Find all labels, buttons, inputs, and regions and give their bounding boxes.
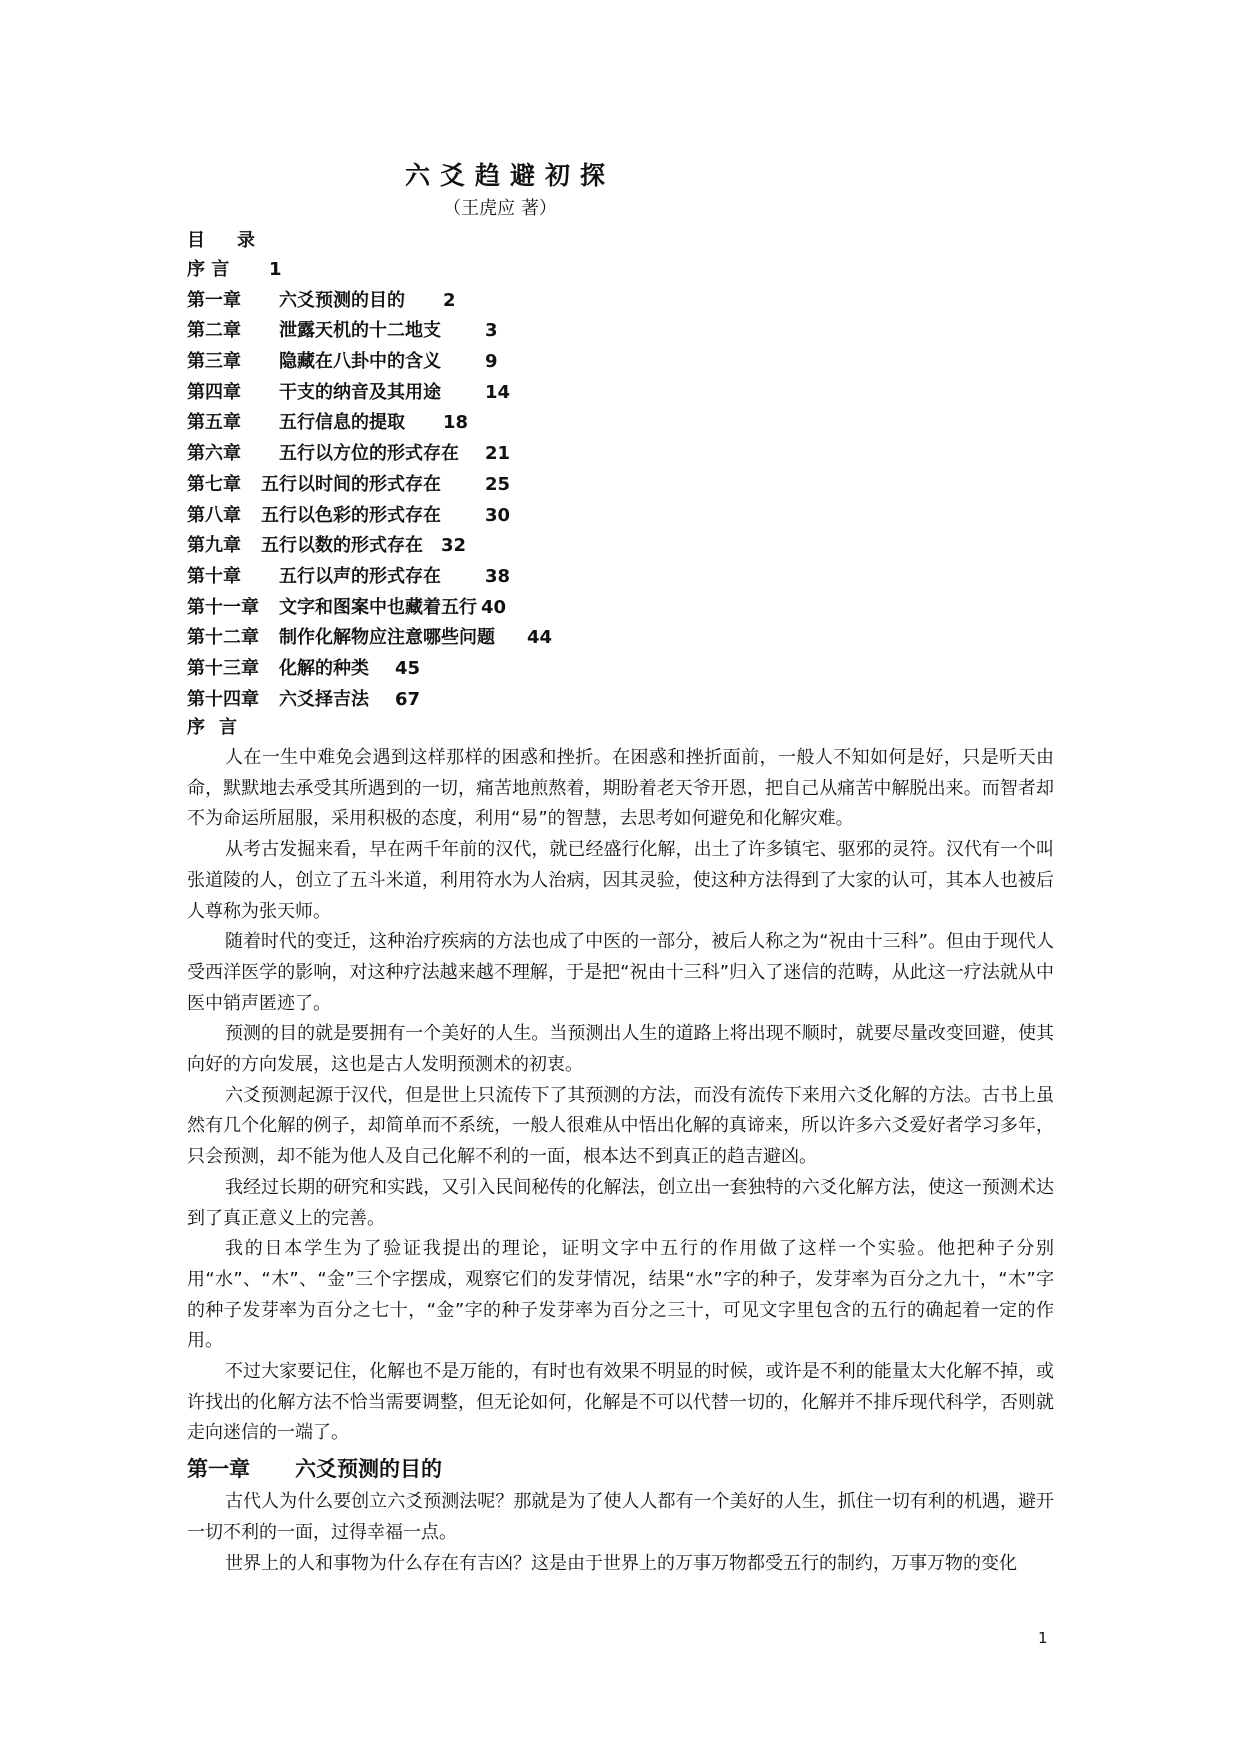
toc-item-chapter-3[interactable]	[187, 347, 552, 378]
toc-item-chapter-8[interactable]	[187, 501, 552, 532]
toc-item-page: 32	[441, 535, 467, 557]
toc-item-page: 1	[269, 259, 282, 280]
toc-item-number: 第十一章	[187, 596, 259, 618]
toc-item-label: 五行以数的形式存在	[261, 535, 423, 557]
document-title: 六爻趋避初探	[404, 161, 615, 190]
toc-item-chapter-9[interactable]	[187, 531, 552, 562]
page-number: 1	[1038, 1629, 1048, 1647]
document-body	[187, 713, 1054, 1579]
toc-item-page: 2	[443, 289, 456, 311]
chapter-1-heading	[187, 1451, 1054, 1487]
toc-item-label: 五行以时间的形式存在	[261, 473, 441, 495]
toc-item-page: 40	[481, 596, 507, 618]
toc-item-number: 第三章	[187, 351, 241, 373]
toc-item-chapter-14[interactable]	[187, 685, 552, 716]
toc-item-label: 干支的纳音及其用途	[279, 381, 441, 403]
toc-item-label: 隐藏在八卦中的含义	[279, 351, 441, 373]
toc-item-number: 第二章	[187, 320, 241, 342]
toc-item-chapter-13[interactable]	[187, 654, 552, 685]
chapter-paragraph: 世界上的人和事物为什么存在有吉凶？这是由于世界上的万事万物都受五行的制约，万事万物的变化	[225, 1552, 1017, 1574]
toc-item-label: 化解的种类	[279, 657, 369, 679]
toc-item-page: 44	[527, 627, 553, 649]
toc-item-page: 67	[395, 688, 421, 710]
chapter-number: 第一章	[187, 1457, 250, 1482]
toc-item-number: 第十章	[187, 565, 241, 587]
preface-paragraph: 我的日本学生为了验证我提出的理论，证明文字中五行的作用做了这样一个实验。他把种子分别用“水”、“木”、“金”三个字摆成，观察它们的发芽情况，结果“水”字的种子，发芽率为百分之九十，“木”字的种子发芽率为百分之七十，“金”字的种子发芽率为百分之三十，可见文字里包含的五行的确起着一定的作用。	[187, 1238, 1054, 1352]
toc-item-page: 38	[485, 565, 511, 587]
toc-item-chapter-12[interactable]	[187, 623, 552, 654]
toc-item-page: 18	[443, 412, 469, 434]
toc-heading: 目录	[187, 230, 287, 251]
preface-paragraph: 不过大家要记住，化解也不是万能的，有时也有效果不明显的时候，或许是不利的能量太大化解不掉，或许找出的化解方法不恰当需要调整，但无论如何，化解是不可以代替一切的，化解并不排斥现代科学，否则就走向迷信的一端了。	[187, 1361, 1054, 1444]
toc-item-number: 第十三章	[187, 657, 259, 679]
toc-item-number: 第六章	[187, 443, 241, 465]
toc-item-page: 25	[485, 473, 511, 495]
document-author: （王虎应 著）	[443, 198, 557, 219]
toc-item-number: 第九章	[187, 535, 241, 557]
preface-paragraph: 六爻预测起源于汉代，但是世上只流传下了其预测的方法，而没有流传下来用六爻化解的方法。古书上虽然有几个化解的例子，却简单而不系统，一般人很难从中悟出化解的真谛来，所以许多六爻爱好者学习多年，只会预测，却不能为他人及自己化解不利的一面，根本达不到真正的趋吉避凶。	[187, 1084, 1054, 1168]
toc-item-number: 第十四章	[187, 688, 259, 710]
toc-item-number: 第十二章	[187, 627, 259, 649]
toc-item-number: 序 言	[187, 259, 230, 280]
toc-item-page: 14	[485, 381, 511, 403]
toc-item-chapter-7[interactable]	[187, 470, 552, 501]
toc-item-label: 六爻择吉法	[279, 688, 369, 710]
toc-item-label: 五行以声的形式存在	[279, 565, 441, 587]
chapter-title: 六爻预测的目的	[295, 1457, 442, 1482]
preface-paragraph: 从考古发掘来看，早在两千年前的汉代，就已经盛行化解，出土了许多镇宅、驱邪的灵符。汉代有一个叫张道陵的人，创立了五斗米道，利用符水为人治病，因其灵验，使这种方法得到了大家的认可，其本人也被后人尊称为张天师。	[187, 839, 1054, 922]
toc-item-label: 五行以色彩的形式存在	[261, 504, 441, 526]
toc-item-chapter-5[interactable]	[187, 408, 552, 439]
preface-paragraph: 人在一生中难免会遇到这样那样的困惑和挫折。在困惑和挫折面前，一般人不知如何是好，只是听天由命，默默地去承受其所遇到的一切，痛苦地煎熬着，期盼着老天爷开恩，把自己从痛苦中解脱出来。而智者却不为命运所屈服，采用积极的态度，利用“易”的智慧，去思考如何避免和化解灾难。	[187, 747, 1054, 830]
toc-item-chapter-4[interactable]	[187, 378, 552, 409]
toc-item-label: 五行以方位的形式存在	[279, 443, 459, 465]
preface-paragraph: 我经过长期的研究和实践，又引入民间秘传的化解法，创立出一套独特的六爻化解方法，使这一预测术达到了真正意义上的完善。	[187, 1176, 1054, 1229]
toc-item-label: 泄露天机的十二地支	[279, 320, 441, 342]
toc-item-label: 制作化解物应注意哪些问题	[279, 627, 495, 649]
toc-item-label: 六爻预测的目的	[279, 289, 405, 311]
toc-item-number: 第一章	[187, 289, 241, 311]
toc-item-page: 30	[485, 504, 511, 526]
toc-item-label: 文字和图案中也藏着五行	[279, 596, 477, 618]
toc-item-chapter-2[interactable]	[187, 316, 552, 347]
toc-item-page: 21	[485, 443, 511, 465]
toc-item-number: 第八章	[187, 504, 241, 526]
toc-item-preface[interactable]	[187, 255, 552, 286]
toc-item-chapter-1[interactable]	[187, 286, 552, 317]
table-of-contents	[187, 255, 552, 715]
toc-item-chapter-11[interactable]	[187, 593, 552, 624]
toc-item-number: 第七章	[187, 473, 241, 495]
preface-paragraph: 随着时代的变迁，这种治疗疾病的方法也成了中医的一部分，被后人称之为“祝由十三科”。但由于现代人受西洋医学的影响，对这种疗法越来越不理解，于是把“祝由十三科”归入了迷信的范畴，从此这一疗法就从中医中销声匿迹了。	[187, 931, 1054, 1014]
toc-item-page: 3	[485, 320, 498, 342]
chapter-paragraph: 古代人为什么要创立六爻预测法呢？那就是为了使人人都有一个美好的人生，抓住一切有利的机遇，避开一切不利的一面，过得幸福一点。	[187, 1491, 1054, 1543]
toc-item-chapter-6[interactable]	[187, 439, 552, 470]
toc-item-number: 第四章	[187, 381, 241, 403]
preface-heading: 序言	[187, 717, 251, 738]
toc-item-chapter-10[interactable]	[187, 562, 552, 593]
preface-paragraph: 预测的目的就是要拥有一个美好的人生。当预测出人生的道路上将出现不顺时，就要尽量改变回避，使其向好的方向发展，这也是古人发明预测术的初衷。	[187, 1023, 1054, 1076]
toc-item-page: 9	[485, 351, 498, 373]
toc-item-label: 五行信息的提取	[279, 412, 405, 434]
toc-item-page: 45	[395, 657, 421, 679]
toc-item-number: 第五章	[187, 412, 241, 434]
